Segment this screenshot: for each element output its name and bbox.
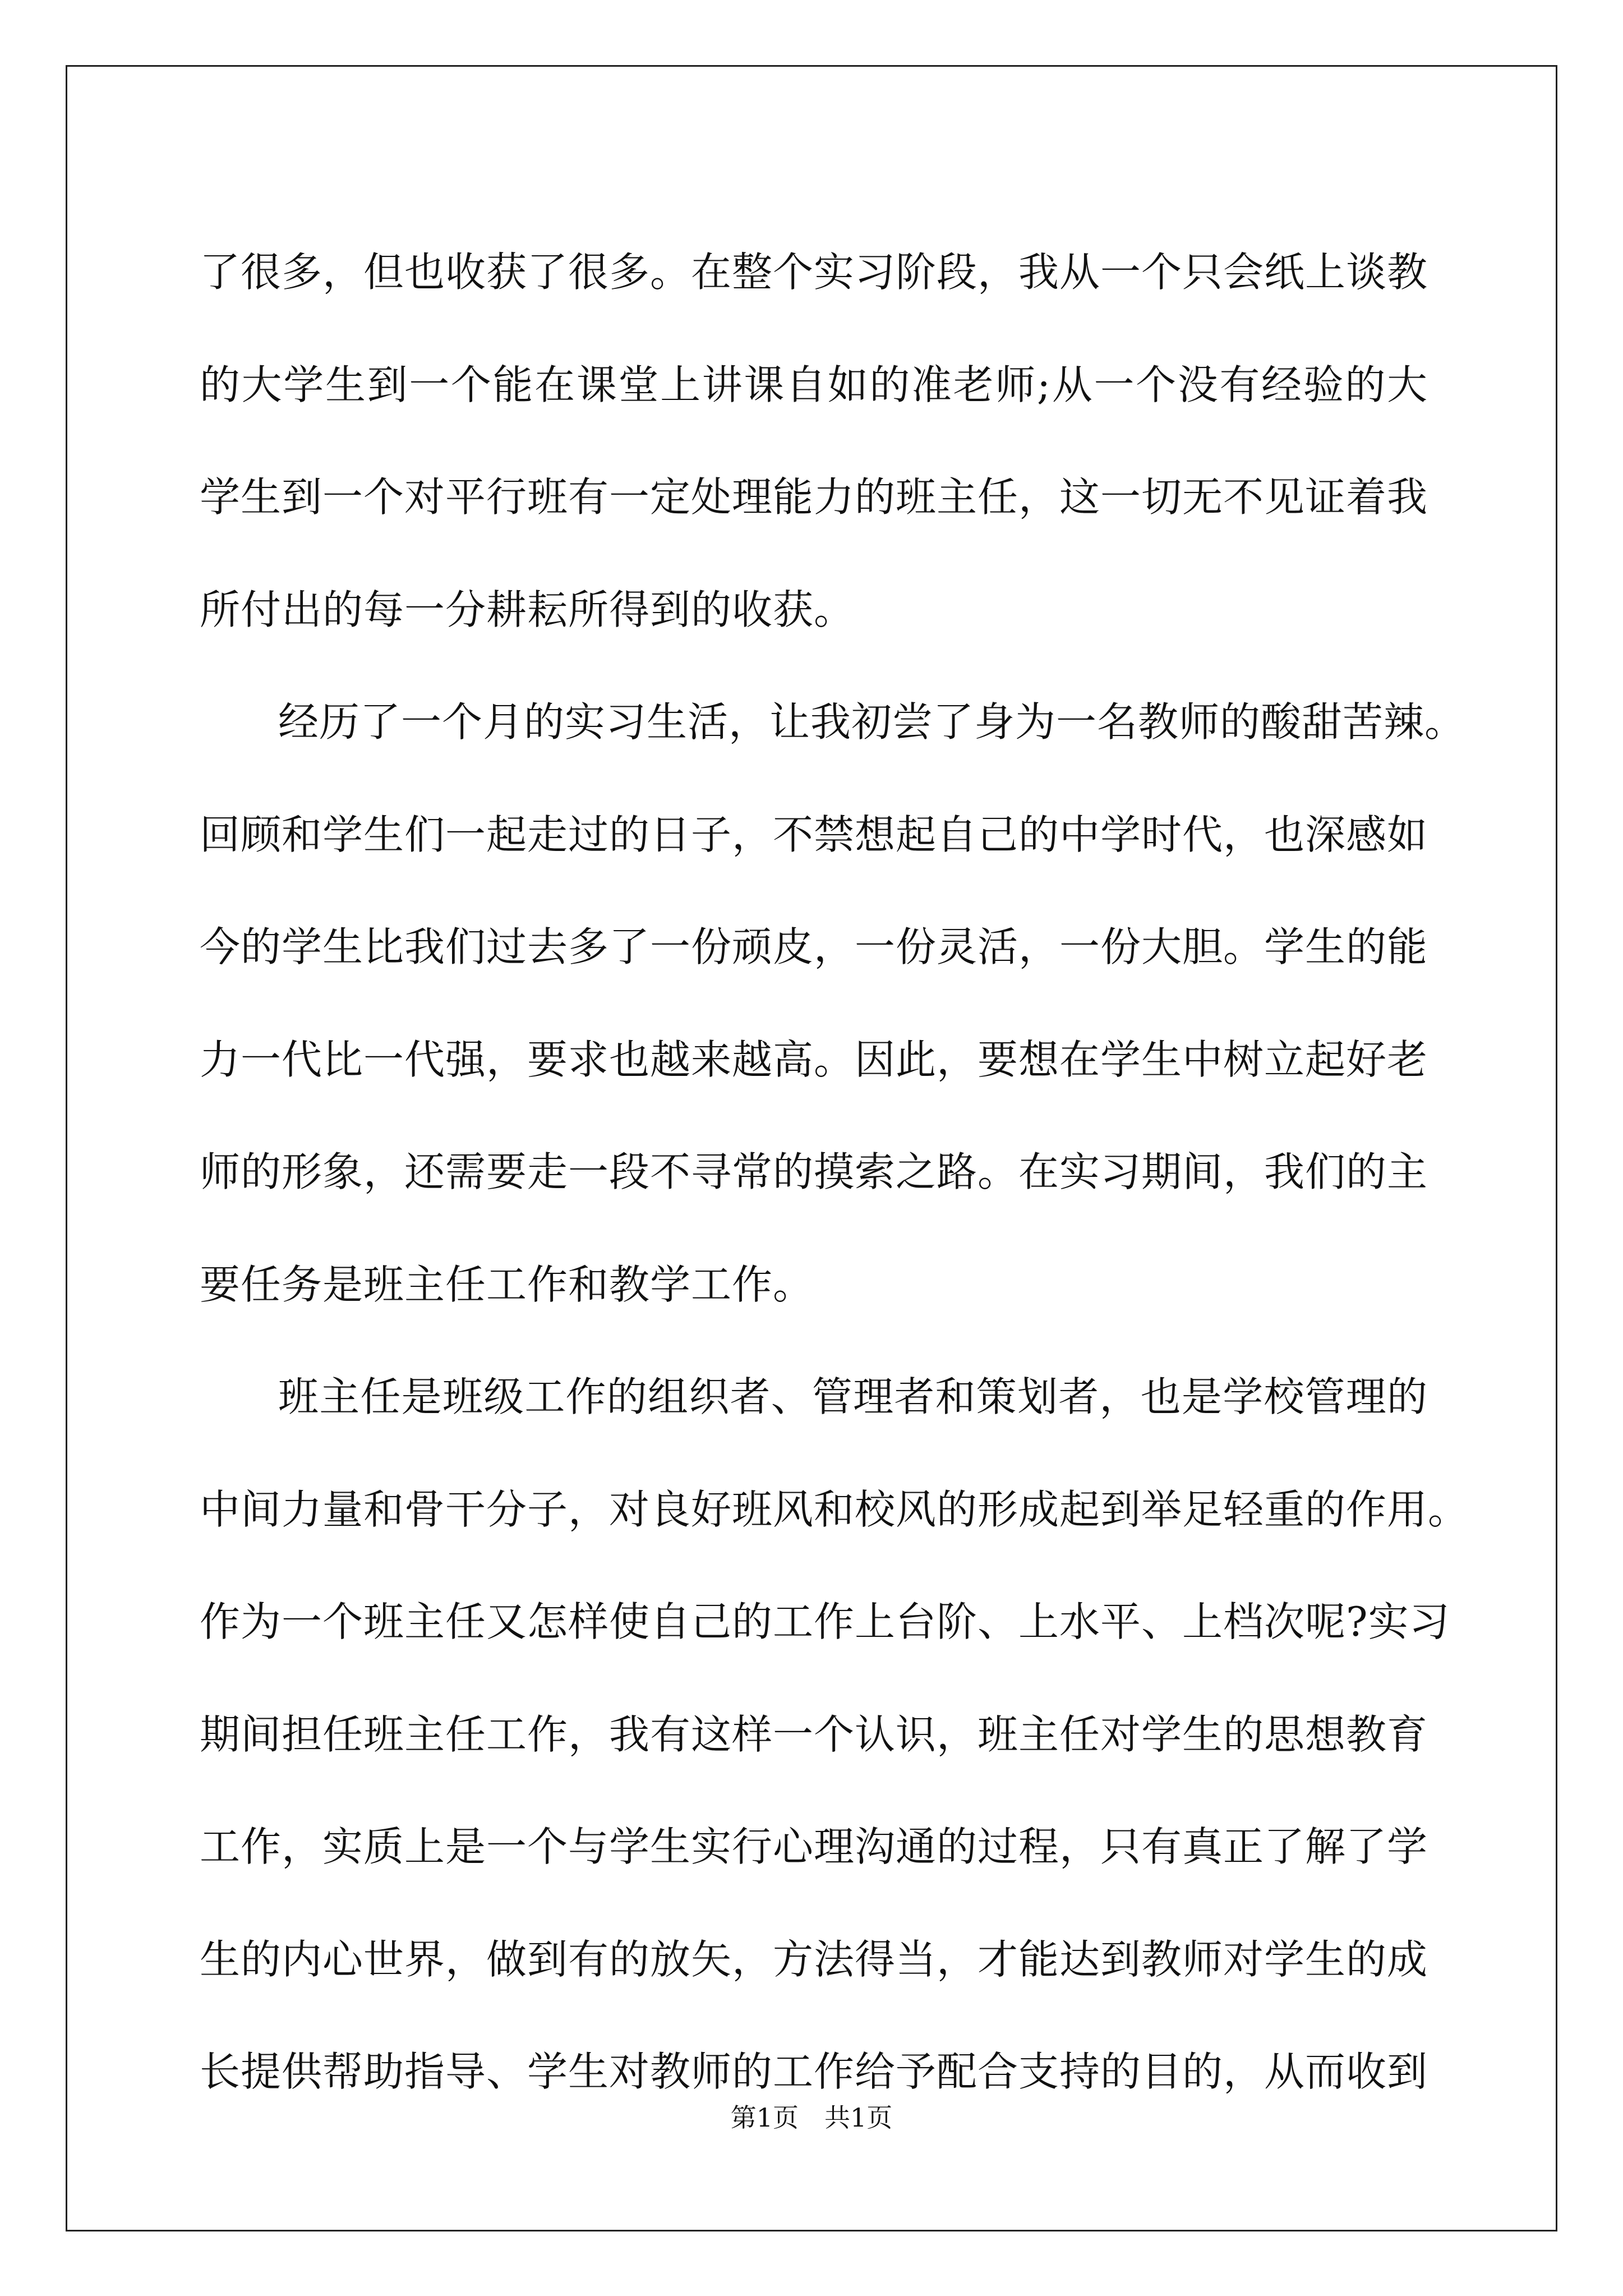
document-body bbox=[200, 216, 1469, 2128]
text-line: 力一代比一代强，要求也越来越高。因此，要想在学生中树立起好老 bbox=[200, 1036, 1428, 1083]
text-line: 作为一个班主任又怎样使自己的工作上台阶、上水平、上档次呢?实习 bbox=[200, 1598, 1450, 1645]
text-line: 要任务是班主任工作和教学工作。 bbox=[200, 1260, 814, 1308]
text-line: 了很多，但也收获了很多。在整个实习阶段，我从一个只会纸上谈教 bbox=[200, 249, 1428, 296]
text-line: 的大学生到一个能在课堂上讲课自如的准老师;从一个没有经验的大 bbox=[200, 361, 1428, 408]
text-line: 生的内心世界，做到有的放矢，方法得当，才能达到教师对学生的成 bbox=[200, 1935, 1428, 1983]
text-line: 中间力量和骨干分子，对良好班风和校风的形成起到举足轻重的作用。 bbox=[200, 1485, 1469, 1533]
paragraph-first-line: 经历了一个月的实习生活，让我初尝了身为一名教师的酸甜苦辣。 bbox=[278, 698, 1466, 746]
text-line: 学生到一个对平行班有一定处理能力的班主任，这一切无不见证着我 bbox=[200, 473, 1428, 521]
text-line: 长提供帮助指导、学生对教师的工作给予配合支持的目的，从而收到 bbox=[200, 2048, 1428, 2095]
text-line: 期间担任班主任工作，我有这样一个认识，班主任对学生的思想教育 bbox=[200, 1710, 1428, 1758]
text-line: 所付出的每一分耕耘所得到的收获。 bbox=[200, 586, 855, 633]
text-line: 工作，实质上是一个与学生实行心理沟通的过程，只有真正了解了学 bbox=[200, 1823, 1428, 1870]
text-line: 师的形象，还需要走一段不寻常的摸索之路。在实习期间，我们的主 bbox=[200, 1148, 1428, 1195]
paragraph-first-line: 班主任是班级工作的组织者、管理者和策划者，也是学校管理的 bbox=[278, 1373, 1428, 1420]
text-line: 回顾和学生们一起走过的日子，不禁想起自己的中学时代，也深感如 bbox=[200, 811, 1428, 858]
text-line: 今的学生比我们过去多了一份顽皮，一份灵活，一份大胆。学生的能 bbox=[200, 923, 1428, 970]
page-number-footer: 第1页 共1页 bbox=[730, 2102, 893, 2133]
